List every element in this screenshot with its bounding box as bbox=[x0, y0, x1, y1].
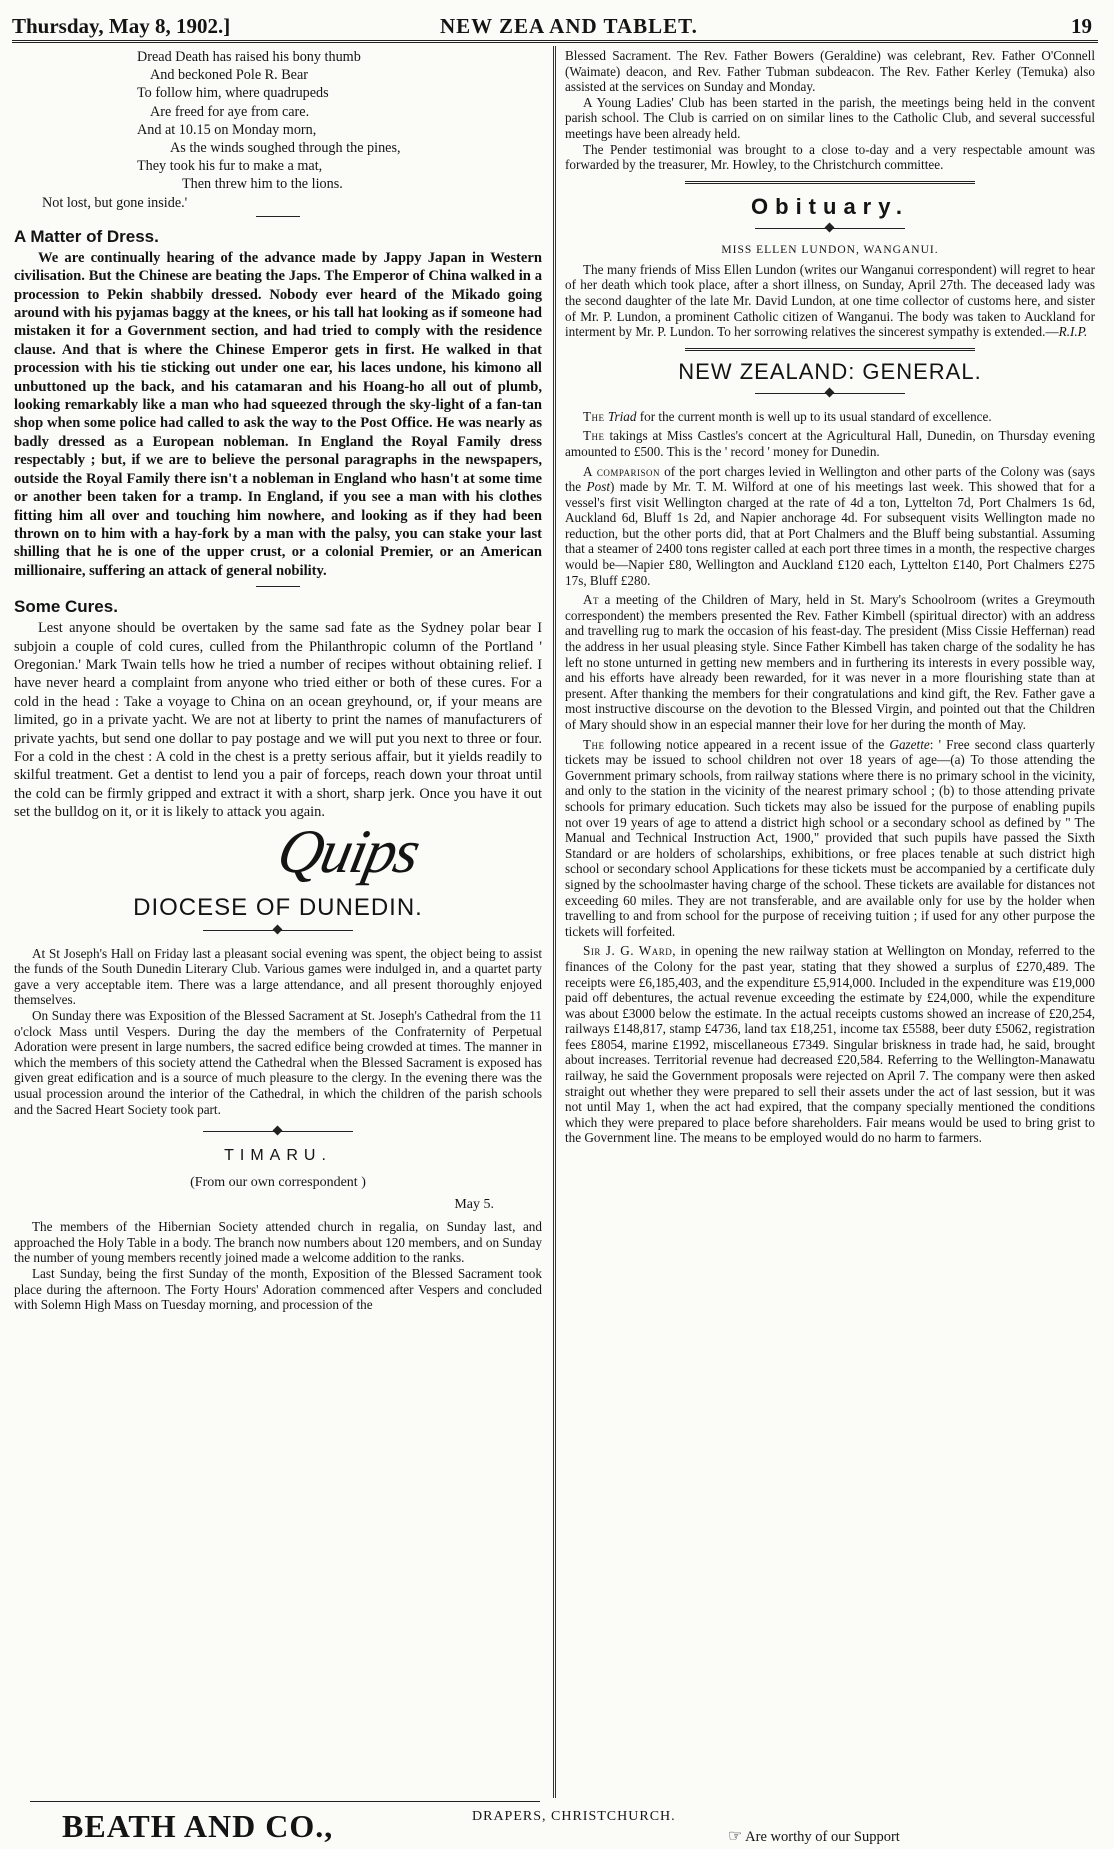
poem-line: To follow him, where quadrupeds bbox=[137, 85, 329, 102]
right-column bbox=[565, 48, 1095, 1793]
article-paragraph: The takings at Miss Castles's concert at the Agricultural Hall, Dunedin, on Thursday evening amounted to £500. This is the ' record ' money for Dunedin. bbox=[565, 428, 1095, 459]
section-title: NEW ZEALAND: GENERAL. bbox=[678, 358, 982, 384]
section-rule bbox=[685, 348, 975, 353]
poem-line: Are freed for aye from care. bbox=[150, 103, 310, 120]
article-paragraph: At St Joseph's Hall on Friday last a pleasant social evening was spent, the object being to assist the funds of the South Dunedin Literary Club. Various games were indulged in, and a quartet party gave a very acceptable item. There was a large attendance, and all present thoroughly enjoyed themselves. bbox=[14, 945, 542, 1008]
ornament-divider bbox=[203, 926, 353, 936]
article-paragraph: The many friends of Miss Ellen Lundon (writes our Wanganui correspondent) will regret to hear of her death which took place, after a short illness, on Sunday, April 27th. The deceased lady was the second daughter of the late Mr. David Lundon, at one time collector of customs here, and sister of Mr. P. Lundon, a prominent Catholic citizen of Wanganui. The body was taken to Auckland for interment by Mr. P. Lundon. To her sorrowing relatives the sincerest sympathy is extended.—R.I.P. bbox=[565, 261, 1095, 340]
signature-text: Quips bbox=[271, 817, 425, 886]
section-title: DIOCESE OF DUNEDIN. bbox=[133, 893, 423, 921]
dateline: May 5. bbox=[454, 1197, 494, 1213]
poem bbox=[42, 48, 542, 212]
section-title: Obituary. bbox=[751, 193, 909, 219]
section-divider bbox=[256, 216, 300, 217]
author-signature bbox=[271, 817, 542, 888]
byline: (From our own correspondent ) bbox=[190, 1175, 366, 1191]
footer-rule bbox=[30, 1801, 540, 1802]
masthead-title: NEW ZEA AND TABLET. bbox=[440, 14, 698, 38]
poem-line: Then threw him to the lions. bbox=[182, 176, 343, 193]
article-paragraph: A Young Ladies' Club has been started in the parish, the meetings being held in the convent parish school. The Club is carried on on similar lines to the Catholic Club, and several successful meetings have been already held. bbox=[565, 94, 1095, 141]
section-heading: Some Cures. bbox=[14, 597, 118, 617]
rip-text: R.I.P. bbox=[1058, 324, 1088, 340]
article-paragraph: Lest anyone should be overtaken by the same sad fate as the Sydney polar bear I subjoin a couple of cold cures, culled from the Philanthropic column of the Portland ' Oregonian.' Mark Twain tells how he tried a number of recipes without obtaining relief. I have never heard a complaint from anyone who tried either or both of these cures. For a cold in the head : Take a voyage to China on an ocean greyhound, or, if your means are limited, go in a private yacht. We are not at liberty to print the names of manufacturers of private yachts, but send one dollar to pay postage and we will put you next to three or four. For a cold in the chest : A cold in the chest is a pretty serious affair, but it yields readily to skilful treatment. Get a dentist to lend you a pair of forceps, reach down your throat until the cold can be firmly gripped and extract it with a short, sharp jerk. Once you have it out set the bulldog on it, or it is likely to attack you again. bbox=[14, 620, 542, 821]
section-divider bbox=[256, 586, 300, 587]
section-title: TIMARU. bbox=[224, 1147, 332, 1165]
article-paragraph: The Triad for the current month is well up to its usual standard of excellence. bbox=[583, 408, 992, 424]
article-paragraph: Last Sunday, being the first Sunday of the month, Exposition of the Blessed Sacrament took place during the afternoon. The Forty Hours' Adoration commenced after Vespers and concluded with Solemn High Mass on Tuesday morning, and procession of the bbox=[14, 1265, 542, 1313]
advertiser-location: DRAPERS, CHRISTCHURCH. bbox=[472, 1809, 676, 1824]
page-header bbox=[12, 10, 1100, 40]
article-paragraph: Sir J. G. Ward, in opening the new railway station at Wellington on Monday, referred to the finances of the Colony for the past year, stating that they showed a surplus of £270,489. The receipts were £6,185,403, and the expenditure £5,914,000. Included in the expenditure was £19,000 paid off debentures, the actual revenue exceeding the estimate by £24,000, while the expenditure was about £3000 below the estimate. In the actual receipts customs showed an increase of £20,254, railways £148,817, stamp £4736, land tax £18,251, income tax £5588, beer duty £5062, registration fees £8054, marine £1992, miscellaneous £7349. Singular briskness in trade had, he said, brought about increases. Territorial revenue had decreased £20,584. Referring to the Wellington-Manawatu railway, he said the Government proposals were rejected on April 7. The company were then asked straight out whether they were prepared to sell their assets under the act of last session, but it was not until May 1, when the act had expired, that the company specially mentioned the conditions which they were prepared to place before shareholders. Fair means would be used to bring grist to the Government line. The means to be employed would do no harm to farmers. bbox=[565, 943, 1095, 1146]
tagline-text: Are worthy of our Support bbox=[745, 1829, 900, 1845]
article-paragraph: We are continually hearing of the advance made by Jappy Japan in Western civilisation. But the Chinese are beating the Japs. The Emperor of China walked in a procession to Pekin shabbily dressed. Nobody ever heard of the Mikado going around with his pyjamas baggy at the knees, or his tall hat looking as if someone had mistaken it for a Government section, and had tried to comply with the residence clause. And that is where the Chinese Emperor gets in first. He walked in that procession with his tie sticking out under one ear, his laces undone, his kimono all unbuttoned up the back, and his catamaran and his Hoang-ho all out of plumb, looking remarkably like a man who had squeezed through the sky-light of a fan-tan shop when some police had called to ask the way to the Post Office. He was nearly as badly dressed as a European nobleman. In England the Royal Family dress respectably ; but, if we are to believe the personal paragraphs in the newspapers, outside the Royal Family there isn't a nobleman in England who hasn't at some time or another been taken for a tramp. In England, if you see a man with his clothes fitting him all over and touching him nowhere, and looking as if they had been thrown on to him with a hay-fork by a man with the palsy, you can stake your last shilling that he is one of the upper crust, or a colonial Premier, or an American millionaire, suffering an attack of general nobility. bbox=[14, 249, 542, 579]
ornament-divider bbox=[755, 224, 905, 234]
left-column bbox=[14, 48, 542, 1793]
page-number: 19 bbox=[1071, 14, 1092, 38]
advertiser-name: BEATH AND CO., bbox=[62, 1808, 334, 1844]
poem-line: And beckoned Pole R. Bear bbox=[150, 67, 308, 84]
issue-date: Thursday, May 8, 1902.] bbox=[12, 14, 231, 38]
poem-line: Dread Death has raised his bony thumb bbox=[137, 49, 361, 65]
poem-line: They took his fur to make a mat, bbox=[137, 158, 323, 175]
section-rule bbox=[685, 181, 975, 186]
advert-tagline bbox=[728, 1826, 900, 1846]
header-rule bbox=[12, 40, 1098, 45]
pointing-hand-icon: ☞ bbox=[728, 1828, 743, 1845]
article-paragraph: Blessed Sacrament. The Rev. Father Bowers (Geraldine) was celebrant, Rev. Father O'Connell (Waimate) deacon, and Rev. Father Tubman subdeacon. The Rev. Father Kerley (Temuka) also assisted at the services on Sunday and Monday. bbox=[565, 48, 1095, 95]
column-divider bbox=[553, 46, 556, 1798]
article-paragraph: The members of the Hibernian Society attended church in regalia, on Sunday last, and approached the Holy Table in a body. The branch now numbers about 120 members, and on Sunday the number of young members recently joined made a welcome addition to the ranks. bbox=[14, 1219, 542, 1266]
ornament-divider bbox=[203, 1127, 353, 1137]
ornament-divider bbox=[755, 389, 905, 399]
article-paragraph: The following notice appeared in a recent issue of the Gazette: ' Free second class quarterly tickets may be issued to school children not over 18 years of age—(a) To those attending the Government primary schools, from railway stations where there is no primary school in the vicinity, and only to the station in the vicinity of the nearest primary school ; (b) to those attending private schools for primary education. Such tickets may also be issued for the purpose of enabling pupils not over 19 years of age to attend a district high school or a secondary school as defined by " The Manual and Technical Instruction Act, 1900," provided that such pupils have passed the Sixth Standard or are holders of scholarships, exhibitions, or free places tenable at such district high school or secondary school Applications for these tickets must be accompanied by a certificate duly signed by the schoolmaster having charge of the school. These tickets are available for distances not exceeding 60 miles. They are not transferable, and are available only for use by the holder when travelling to and from school for the purpose of receiving tuition ; if used for any other purpose the tickets will forfeited. bbox=[565, 736, 1095, 939]
poem-line: And at 10.15 on Monday morn, bbox=[137, 121, 317, 138]
article-paragraph: On Sunday there was Exposition of the Blessed Sacrament at St. Joseph's Cathedral from the 11 o'clock Mass until Vespers. During the day the members of the Confraternity of Perpetual Adoration were present in large numbers, the sacred edifice being crowded at times. The manner in which the members of this society attend the Cathedral when the Blessed Sacrament is exposed has given great edification and is a source of much pleasure to the clergy. In the evening there was the usual procession around the interior of the Cathedral, in which the children of the parish schools and the Sacred Heart Society took part. bbox=[14, 1007, 542, 1117]
poem-line: Not lost, but gone inside.' bbox=[42, 194, 188, 211]
article-paragraph: A comparison of the port charges levied in Wellington and other parts of the Colony was (says the Post) made by Mr. T. M. Wilford at one of his meetings last week. This showed that for a vessel's first visit Wellington charged at the rate of 4d a ton, Lyttelton 7d, Port Chalmers 1s 6d, Auckland 6d, Bluff 1s 2d, and Napier anchorage 4d. For subsequent visits Wellington made no reduction, but the other ports did, that at Port Chalmers and the Bluff being substantial. Assuming that a steamer of 2400 tons register called at each port three times in a month, the respective charges would be—Napier £80, Wellington and Auckland £120 each, Lyttelton £140, Port Chalmers £275 17s, Bluff £280. bbox=[565, 463, 1095, 588]
obituary-subheading: MISS ELLEN LUNDON, WANGANUI. bbox=[721, 243, 939, 256]
poem-line: As the winds soughed through the pines, bbox=[170, 140, 401, 157]
article-paragraph: At a meeting of the Children of Mary, held in St. Mary's Schoolroom (writes a Greymouth correspondent) the members presented the Rev. Father Kimbell (spiritual director) with an address and travelling rug to mark the occasion of his feast-day. The president (Miss Cissie Heffernan) read the address in her usual pleasing style. Since Father Kimbell has taken charge of the sodality he has left no stone unturned in getting new members and in furthering its interests in every possible way, and his efforts have already been rewarded, for it was never in a more flourishing state than at present. After thanking the members for their congratulations and kind gift, the Rev. Father gave a most instructive discourse on the devotion to the Blessed Virgin, and pointed out that the Children of Mary should show in an especial manner their love for her during the month of May. bbox=[565, 592, 1095, 732]
section-heading: A Matter of Dress. bbox=[14, 226, 159, 246]
article-paragraph: The Pender testimonial was brought to a close to-day and a very respectable amount was forwarded by the treasurer, Mr. Howley, to the Christchurch committee. bbox=[565, 141, 1095, 173]
